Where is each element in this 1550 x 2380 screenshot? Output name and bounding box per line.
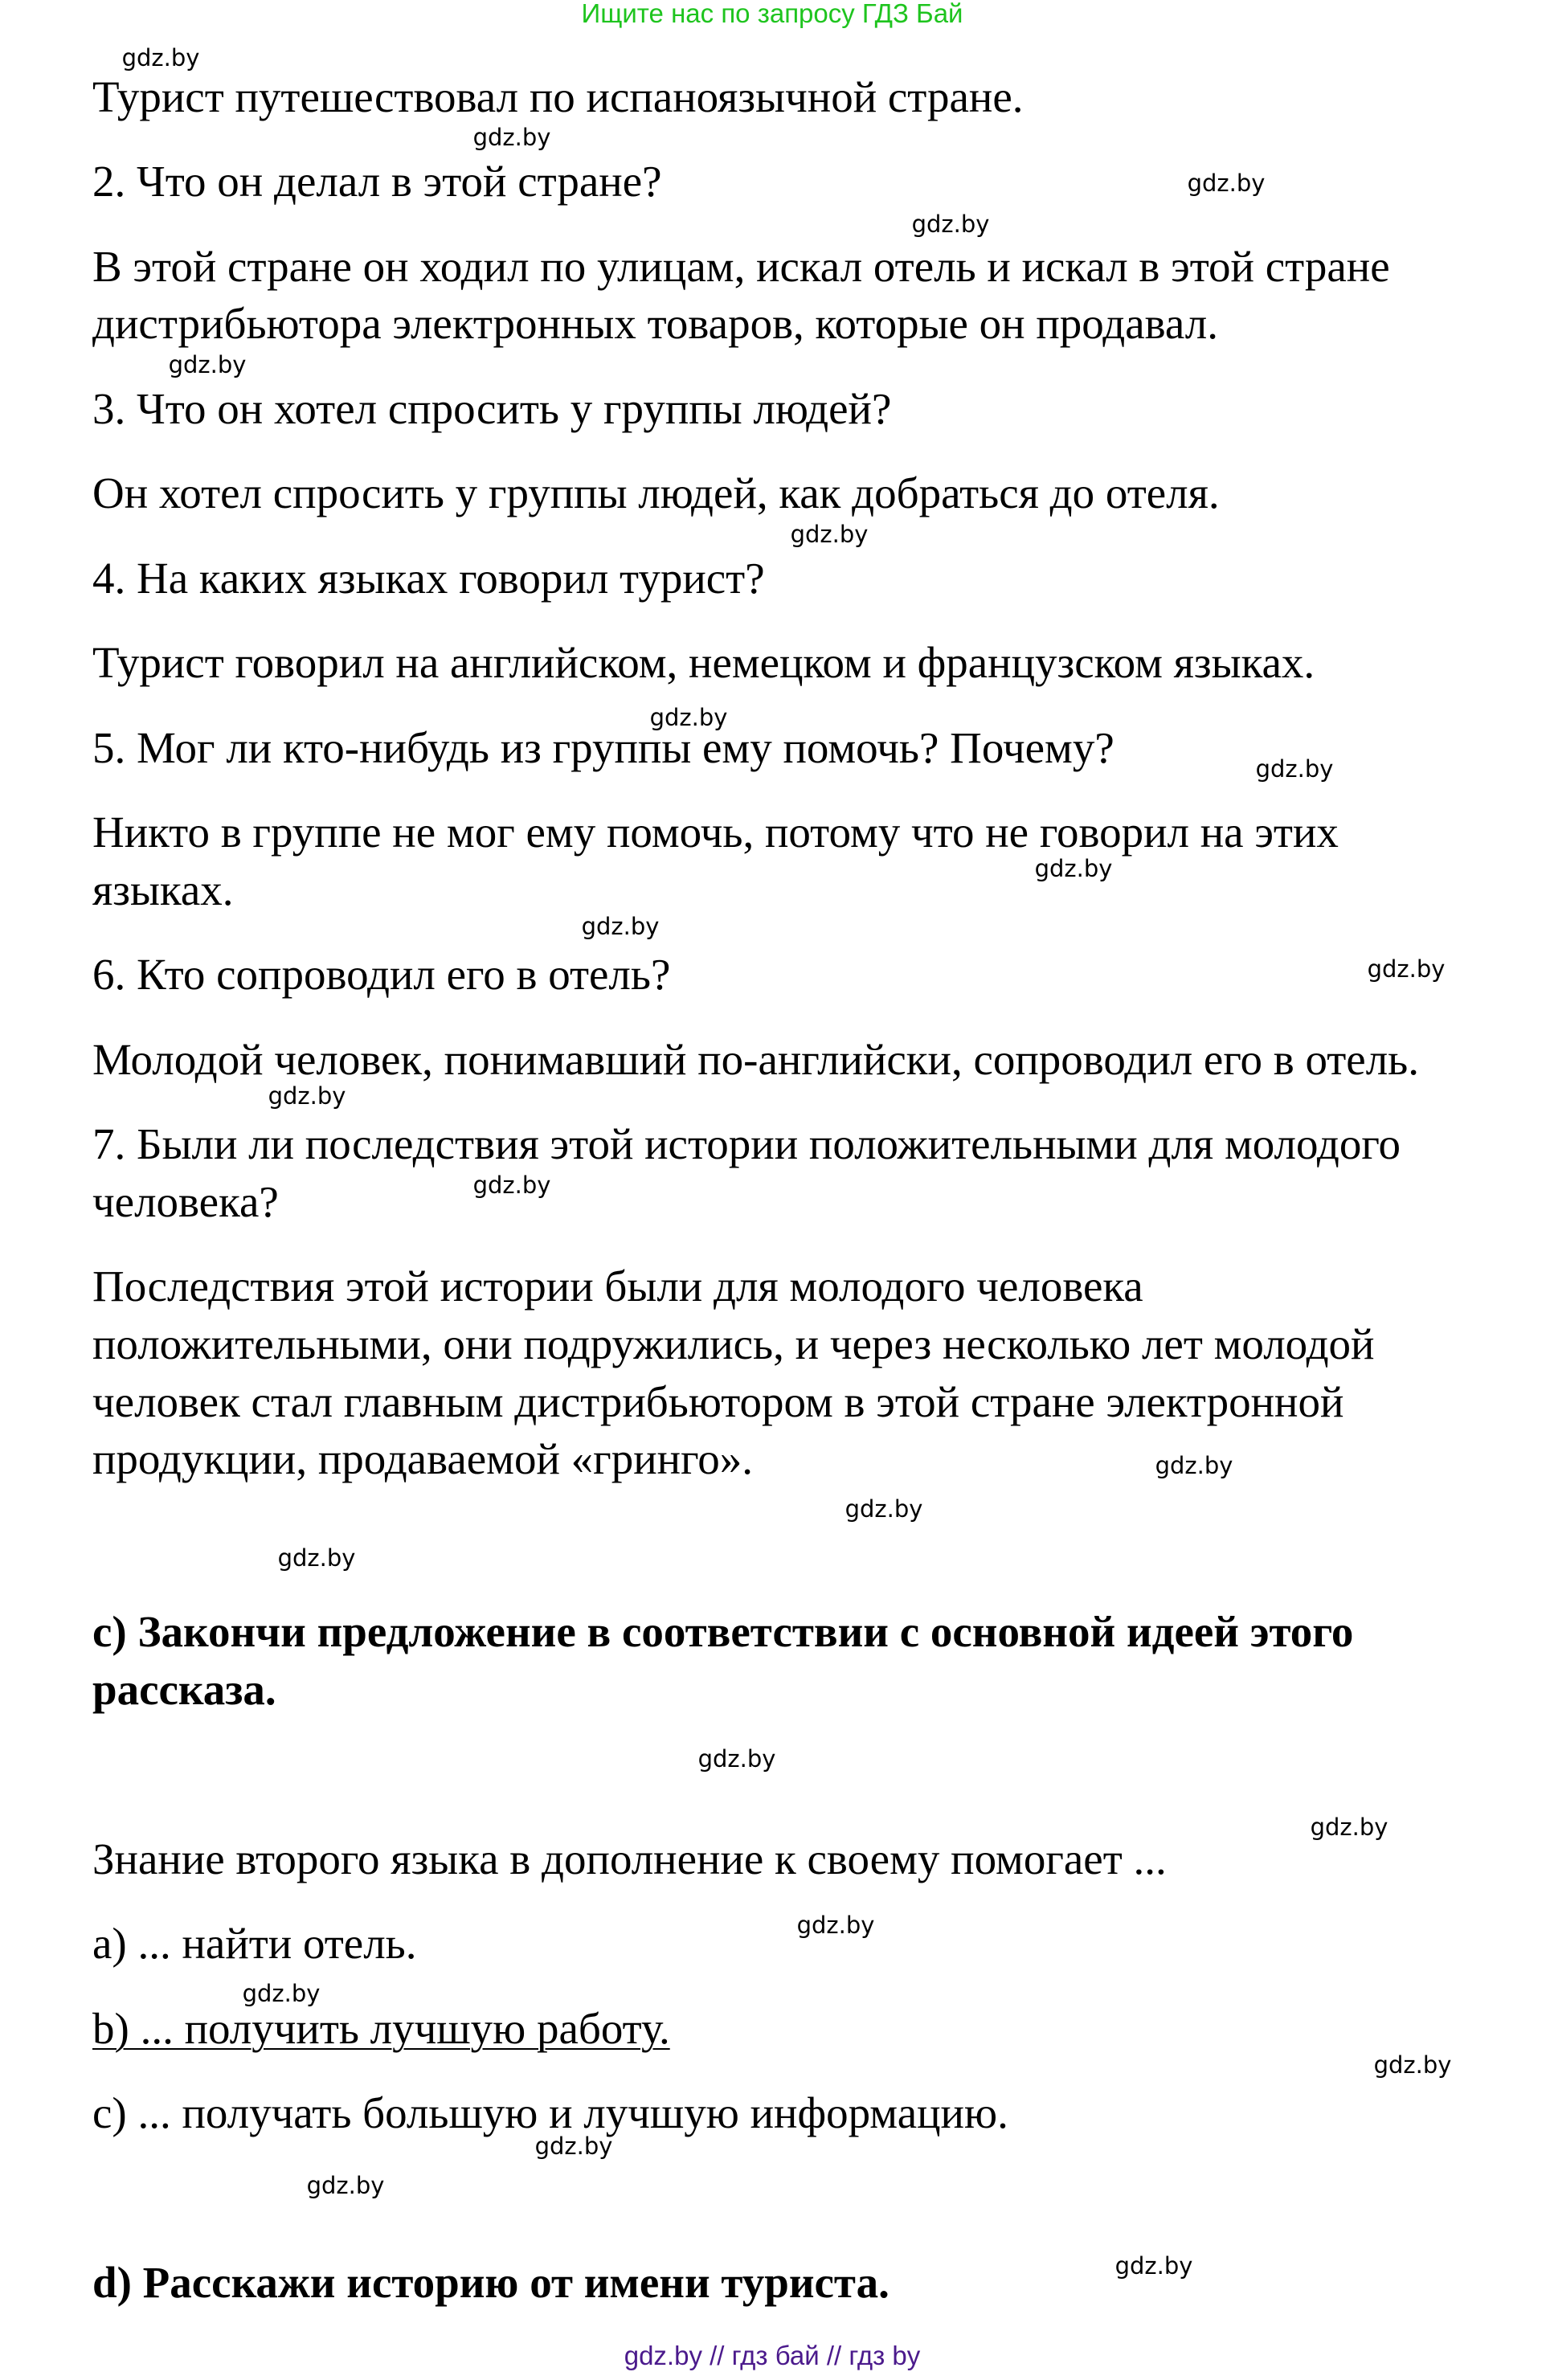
question-3: 3. Что он хотел спросить у группы людей? [92, 384, 892, 433]
question-4: 4. На каких языках говорил турист? [92, 554, 765, 603]
answer-3: Он хотел спросить у группы людей, как добраться до отеля. [92, 468, 1220, 517]
watermark: gdz.by [1187, 170, 1266, 197]
answer-6: Молодой человек, понимавший по-английски, сопроводил его в отель. [92, 1035, 1419, 1084]
watermark: gdz.by [306, 2172, 385, 2199]
watermark: gdz.by [472, 124, 551, 151]
question-7-line: 7. Были ли последствия этой истории положительными для молодого [92, 1119, 1401, 1168]
task-c-heading-line: рассказа. [92, 1665, 276, 1714]
watermark: gdz.by [121, 44, 200, 72]
answer-7-line: человек стал главным дистрибьютором в этой стране электронной [92, 1377, 1344, 1426]
answer-2-line: дистрибьютора электронных товаров, которые он продавал. [92, 299, 1218, 348]
task-d-heading: d) Расскажи историю от имени туриста. [92, 2258, 890, 2307]
watermark: gdz.by [911, 211, 990, 238]
option-b-selected: b) ... получить лучшую работу. [92, 2004, 670, 2053]
question-5: 5. Мог ли кто-нибудь из группы ему помочь? Почему? [92, 723, 1114, 772]
watermark: gdz.by [1034, 855, 1113, 882]
watermark: gdz.by [845, 1495, 923, 1523]
watermark: gdz.by [277, 1544, 356, 1572]
question-6: 6. Кто сопроводил его в отель? [92, 950, 671, 999]
answer-2-line: В этой стране он ходил по улицам, искал отель и искал в этой стране [92, 242, 1390, 291]
question-7-line: человека? [92, 1177, 279, 1226]
answer-7-line: продукции, продаваемой «гринго». [92, 1434, 754, 1483]
search-banner[interactable]: Ищите нас по запросу ГДЗ Бай [581, 0, 963, 28]
question-2: 2. Что он делал в этой стране? [92, 157, 662, 206]
watermark: gdz.by [796, 1912, 875, 1939]
footer-links[interactable]: gdz.by // гдз бай // гдз by [624, 2341, 921, 2370]
intro-text: Турист путешествовал по испаноязычной стране. [92, 72, 1024, 121]
watermark: gdz.by [168, 351, 247, 378]
watermark: gdz.by [1155, 1452, 1233, 1479]
answer-5-line: Никто в группе не мог ему помочь, потому что не говорил на этих [92, 808, 1339, 857]
watermark: gdz.by [534, 2133, 613, 2160]
watermark: gdz.by [242, 1980, 321, 2007]
watermark: gdz.by [581, 913, 660, 940]
sentence-stem: Знание второго языка в дополнение к своему помогает ... [92, 1834, 1167, 1883]
watermark: gdz.by [697, 1745, 776, 1773]
watermark: gdz.by [472, 1172, 551, 1199]
option-a: a) ... найти отель. [92, 1919, 417, 1968]
answer-5-line: языках. [92, 865, 234, 914]
answer-4: Турист говорил на английском, немецком и французском языках. [92, 638, 1315, 687]
watermark: gdz.by [1255, 755, 1334, 783]
watermark: gdz.by [268, 1082, 346, 1110]
task-c-heading-line: c) Закончи предложение в соответствии с основной идеей этого [92, 1607, 1354, 1656]
watermark: gdz.by [1114, 2252, 1193, 2280]
watermark: gdz.by [1367, 955, 1446, 983]
watermark: gdz.by [1310, 1814, 1388, 1841]
answer-7-line: Последствия этой истории были для молодого человека [92, 1262, 1143, 1311]
watermark: gdz.by [790, 521, 869, 548]
option-c: c) ... получать большую и лучшую информацию. [92, 2088, 1008, 2137]
watermark: gdz.by [1373, 2051, 1452, 2079]
answer-7-line: положительными, они подружились, и через несколько лет молодой [92, 1319, 1375, 1368]
watermark: gdz.by [649, 704, 728, 731]
